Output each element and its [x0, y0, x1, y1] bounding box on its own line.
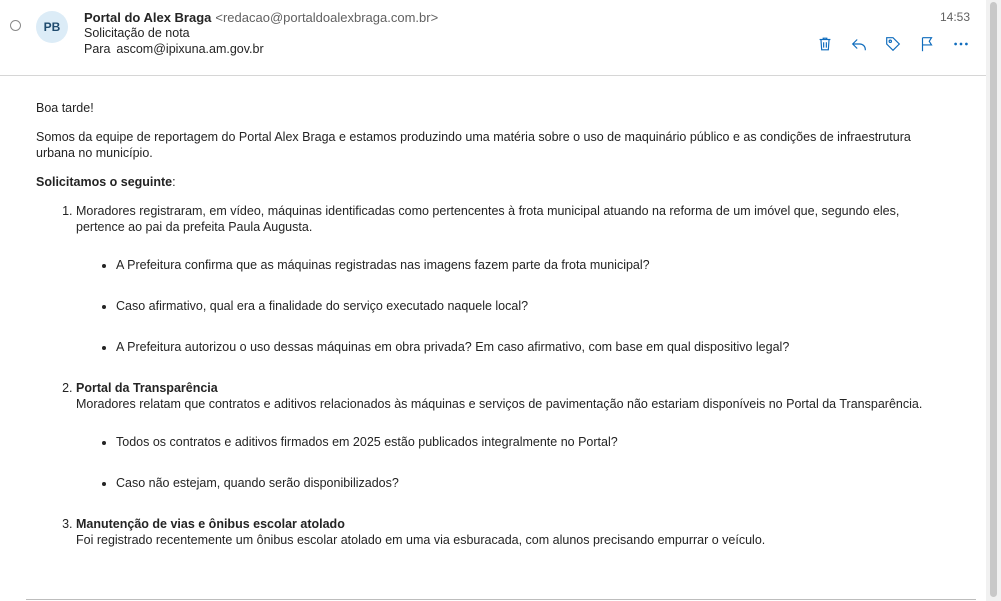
more-options-button[interactable] [949, 33, 972, 55]
request-item-title: Manutenção de vias e ônibus escolar atolado [76, 517, 345, 531]
request-item-3 [76, 516, 948, 548]
tag-icon [884, 35, 902, 53]
request-item-1-questions [76, 257, 948, 355]
sender-email[interactable]: <redacao@portaldoalexbraga.com.br> [215, 10, 439, 25]
email-subject: Solicitação de nota [84, 26, 190, 40]
flag-icon [918, 35, 936, 53]
request-colon: : [172, 175, 176, 189]
request-list [36, 203, 948, 548]
avatar[interactable] [36, 11, 68, 43]
reply-icon [850, 35, 868, 53]
greeting: Boa tarde! [36, 101, 94, 115]
request-item-text: Foi registrado recentemente um ônibus escolar atolado em uma via esburacada, com alunos precisando empurrar o veículo. [76, 533, 766, 547]
request-item-text: Moradores relatam que contratos e aditivos relacionados às máquinas e serviços de pavimentação não estariam disponíveis no Portal da Transparência. [76, 397, 923, 411]
email-header [0, 0, 986, 76]
intro-paragraph: Somos da equipe de reportagem do Portal Alex Braga e estamos produzindo uma matéria sobre o uso de maquinário público e as condições de infraestrutura urbana no município. [36, 130, 911, 160]
trash-icon [816, 35, 834, 53]
request-label: Solicitamos o seguinte [36, 175, 173, 189]
question-item: • A Prefeitura confirma que as máquinas registradas nas imagens fazem parte da frota municipal? [116, 257, 948, 273]
message-actions [813, 33, 972, 55]
select-checkbox[interactable] [10, 20, 21, 31]
request-item-1 [76, 203, 948, 355]
scrollbar-thumb[interactable] [990, 2, 997, 597]
request-item-title: Portal da Transparência [76, 381, 218, 395]
sender-line [84, 10, 438, 25]
request-item-2 [76, 380, 948, 491]
request-item-text: Moradores registraram, em vídeo, máquinas identificadas como pertencentes à frota municipal atuando na reforma de um imóvel que, segundo eles, pertence ao pai da prefeita Paula Augusta. [76, 204, 900, 234]
divider [26, 599, 976, 600]
reply-button[interactable] [847, 33, 870, 55]
question-item: • Caso não estejam, quando serão disponibilizados? [116, 475, 948, 491]
email-body [36, 100, 948, 548]
scrollbar[interactable] [986, 0, 1001, 601]
question-item: • A Prefeitura autorizou o uso dessas máquinas em obra privada? Em caso afirmativo, com base em qual dispositivo legal? [116, 339, 948, 355]
request-heading [36, 174, 948, 190]
flag-button[interactable] [915, 33, 938, 55]
recipient-address[interactable]: ascom@ipixuna.am.gov.br [116, 42, 264, 56]
recipient-line [84, 42, 264, 56]
question-item: • Todos os contratos e aditivos firmados em 2025 estão publicados integralmente no Portal? [116, 434, 948, 450]
tag-button[interactable] [881, 33, 904, 55]
to-label: Para [84, 42, 111, 56]
received-time: 14:53 [939, 10, 970, 24]
sender-name[interactable]: Portal do Alex Braga [84, 10, 212, 25]
request-item-2-questions [76, 434, 948, 491]
question-item: • Caso afirmativo, qual era a finalidade do serviço executado naquele local? [116, 298, 948, 314]
delete-button[interactable] [813, 33, 836, 55]
avatar-initials: PB [43, 20, 61, 34]
more-icon [952, 35, 970, 53]
